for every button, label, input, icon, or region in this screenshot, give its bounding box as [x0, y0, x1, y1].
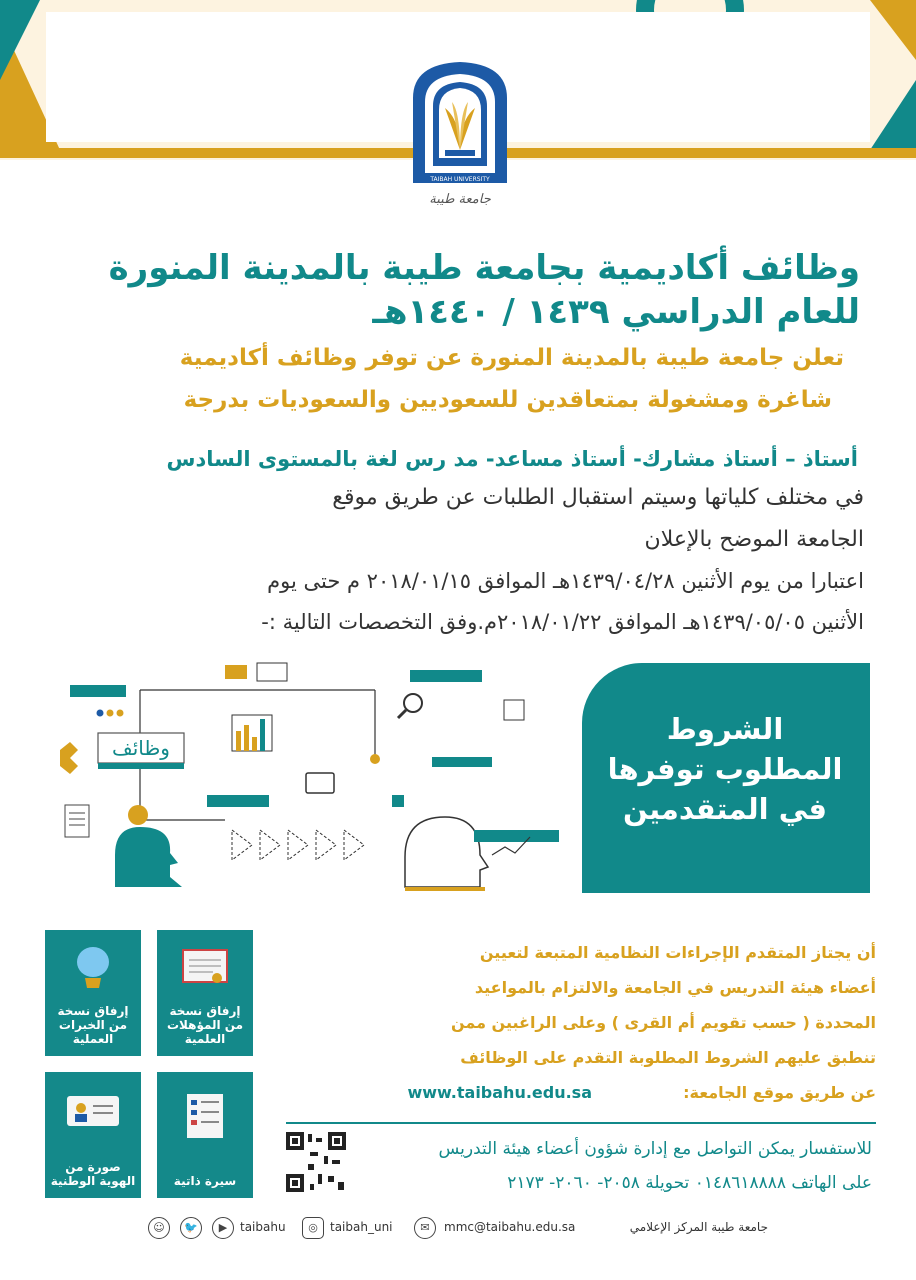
contact-line2: على الهاتف ٠١٤٨٦١٨٨٨٨ تحويلة ٢٠٥٨- ٢٠٦٠- ٢١٧٣ [507, 1173, 872, 1193]
id-card-icon [45, 1086, 141, 1136]
twitter-icon[interactable]: 🐦 [180, 1217, 202, 1239]
footer-bar [0, 1262, 916, 1280]
conditions-line2: المطلوب توفرها [607, 752, 843, 786]
brain-bulb-icon [45, 944, 141, 994]
footer-org: جامعة طيبة المركز الإعلامي [629, 1220, 768, 1234]
body-line1: في مختلف كلياتها وسيتم استقبال الطلبات عن طريق موقع [332, 485, 864, 510]
cv-document-icon [157, 1086, 253, 1142]
page-title-line2: للعام الدراسي ١٤٣٩ / ١٤٤٠هـ [372, 292, 860, 332]
card-academic-qualifications [157, 930, 253, 1056]
footer-handle[interactable]: taibahu [240, 1220, 286, 1234]
card-label: سيرة ذاتية [173, 1174, 237, 1188]
requirements-line1: أن يجتاز المتقدم الإجراءات النظامية المتبعة لتعيين [479, 943, 876, 962]
card-label: صورة من الهوية الوطنية [50, 1160, 136, 1188]
instagram-icon[interactable]: ◎ [302, 1217, 324, 1239]
jobs-illustration [60, 655, 580, 895]
requirements-line4: تنطبق عليهم الشروط المطلوبة التقدم على الوظائف [460, 1048, 876, 1067]
conditions-line3: في المتقدمين [622, 792, 828, 826]
university-logo [405, 58, 515, 188]
body-line2: الجامعة الموضح بالإعلان [644, 527, 864, 552]
body-line4: الأثنين ١٤٣٩/٠٥/٠٥هـ الموافق ٢٠١٨/٠١/٢٢م.وفق التخصصات التالية :- [261, 610, 864, 634]
academic-ranks: أستاذ – أستاذ مشارك- أستاذ مساعد- مد رس لغة بالمستوى السادس [166, 447, 858, 471]
certificate-icon [157, 944, 253, 994]
snapchat-icon[interactable]: ☺ [148, 1217, 170, 1239]
card-label: إرفاق نسخة من الخبرات العملية [57, 1004, 129, 1046]
youtube-icon[interactable]: ▶ [212, 1217, 234, 1239]
footer-instagram[interactable]: taibah_uni [330, 1220, 393, 1234]
requirements-line3: المحددة ( حسب تقويم أم القرى ) وعلى الراغبين ممن [450, 1013, 876, 1032]
logo-caption-ar: جامعة طيبة [429, 192, 491, 207]
intro-line1: تعلن جامعة طيبة بالمدينة المنورة عن توفر وظائف أكاديمية [179, 345, 844, 371]
contact-line1: للاستفسار يمكن التواصل مع إدارة شؤون أعضاء هيئة التدريس [438, 1139, 872, 1159]
page-title-line1: وظائف أكاديمية بجامعة طيبة بالمدينة المنورة [108, 248, 860, 288]
illustration-jobs-label: وظائف [112, 736, 170, 760]
card-cv [157, 1072, 253, 1198]
university-url[interactable]: www.taibahu.edu.sa [407, 1083, 592, 1102]
qr-code-icon [284, 1130, 348, 1194]
requirements-line5: عن طريق موقع الجامعة: [683, 1083, 876, 1102]
card-work-experience [45, 930, 141, 1056]
divider [286, 1122, 876, 1124]
footer-email[interactable]: mmc@taibahu.edu.sa [444, 1220, 576, 1234]
body-line3: اعتبارا من يوم الأثنين ١٤٣٩/٠٤/٢٨هـ الموافق ٢٠١٨/٠١/١٥ م حتى يوم [267, 569, 864, 593]
card-label: إرفاق نسخة من المؤهلات العلمية [166, 1004, 244, 1046]
logo-caption-en: TAIBAH UNIVERSITY [430, 176, 490, 183]
card-national-id [45, 1072, 141, 1198]
requirements-line2: أعضاء هيئة التدريس في الجامعة والالتزام بالمواعيد [474, 978, 876, 997]
intro-line2: شاغرة ومشغولة بمتعاقدين للسعوديين والسعوديات بدرجة [183, 387, 832, 413]
conditions-line1: الشروط [666, 712, 784, 746]
email-icon[interactable]: ✉ [414, 1217, 436, 1239]
